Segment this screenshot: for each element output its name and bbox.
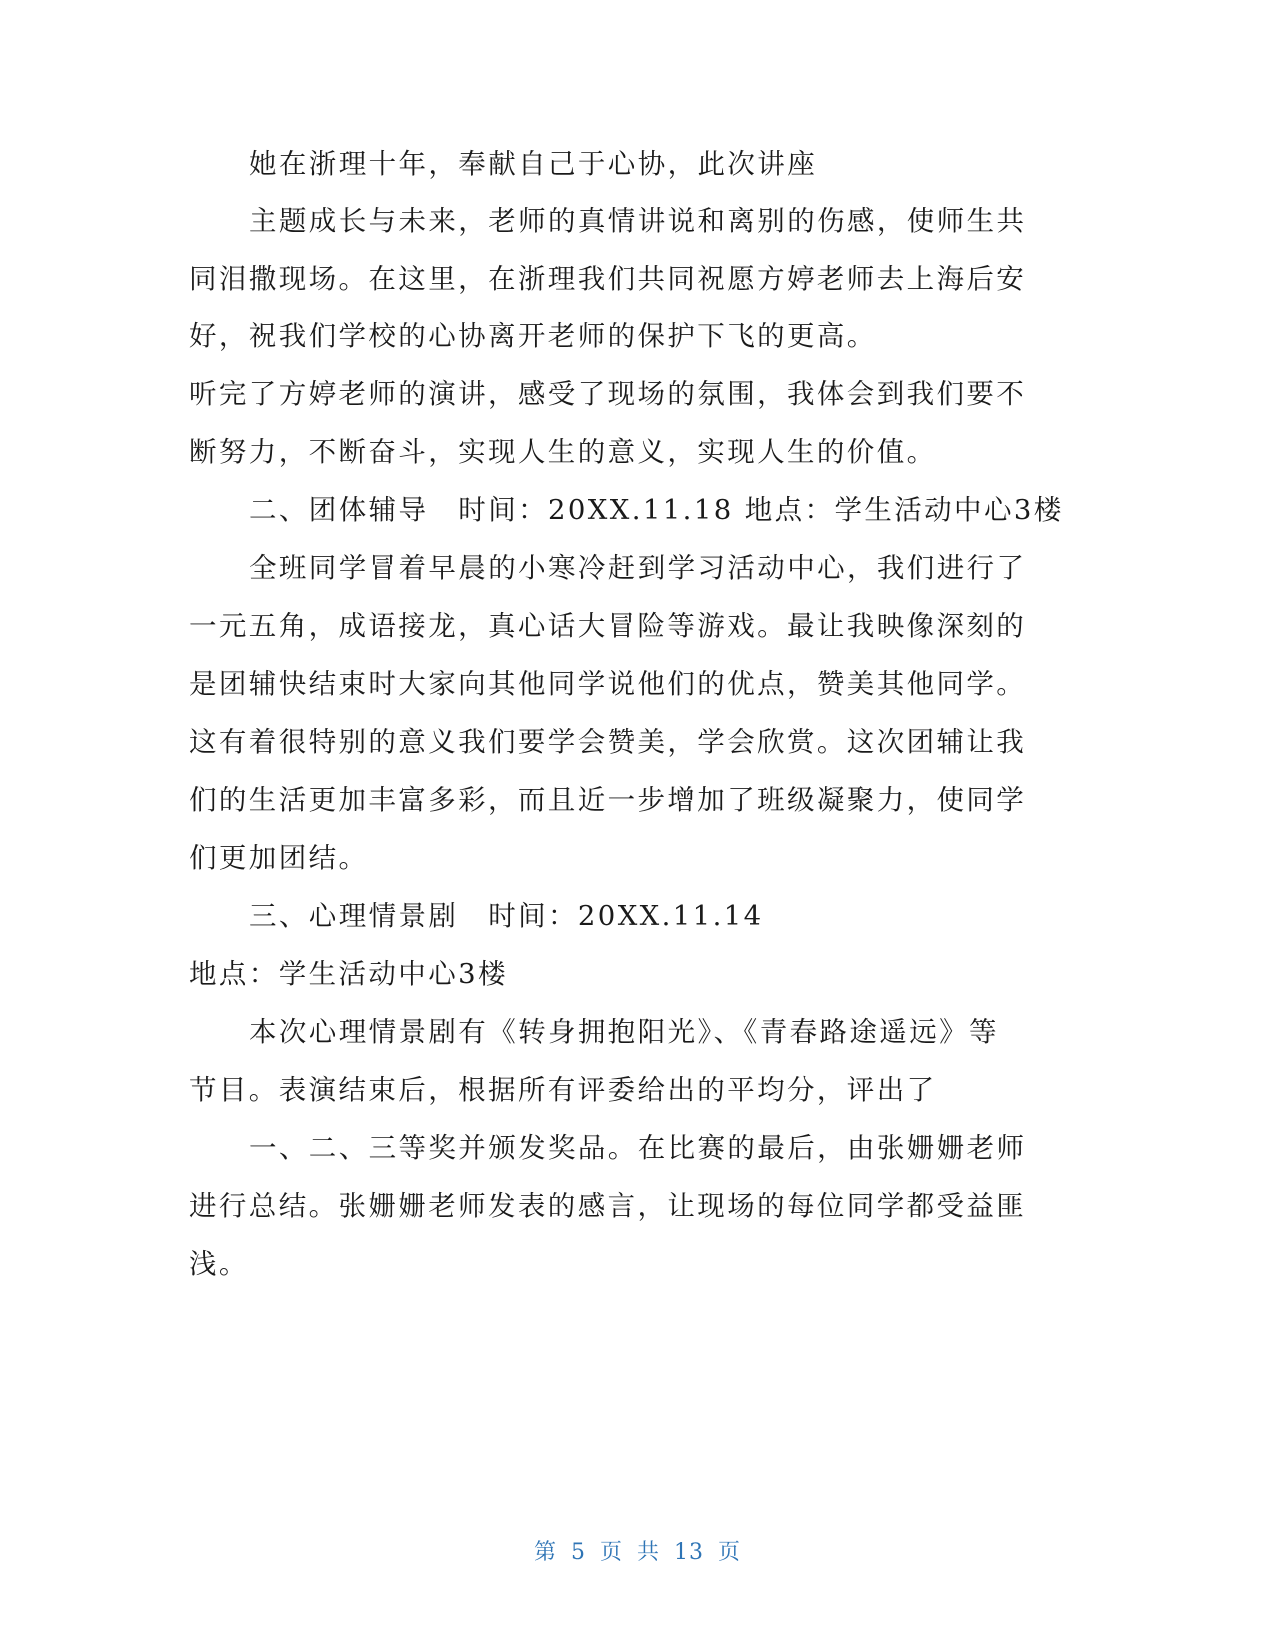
footer-page-total: 13 — [674, 1540, 705, 1565]
footer-page-current: 5 — [570, 1540, 586, 1565]
section-heading: 三、心理情景剧 时间：20XX.11.14 — [249, 900, 764, 932]
text-line: 一元五角，成语接龙，真心话大冒险等游戏。最让我映像深刻的 — [189, 610, 1027, 642]
footer-label-ye2: 页 — [718, 1540, 742, 1565]
text-line: 好，祝我们学校的心协离开老师的保护下飞的更高。 — [189, 320, 877, 352]
section-heading: 二、团体辅导 时间：20XX.11.18 地点：学生活动中心3楼 — [249, 494, 1064, 526]
text-line: 她在浙理十年，奉献自己于心协，此次讲座 — [249, 148, 818, 180]
text-line: 断努力，不断奋斗，实现人生的意义，实现人生的价值。 — [189, 436, 937, 468]
text-line: 这有着很特别的意义我们要学会赞美，学会欣赏。这次团辅让我 — [189, 726, 1027, 758]
text-line: 主题成长与未来，老师的真情讲说和离别的伤感，使师生共 — [249, 205, 1027, 237]
text-line: 们的生活更加丰富多彩，而且近一步增加了班级凝聚力，使同学 — [189, 784, 1027, 816]
footer-label-di: 第 — [533, 1540, 557, 1565]
footer-label-gong: 共 — [637, 1540, 661, 1565]
text-line: 同泪撒现场。在这里，在浙理我们共同祝愿方婷老师去上海后安 — [189, 263, 1027, 295]
page-footer — [0, 1538, 1275, 1568]
text-line: 节目。表演结束后，根据所有评委给出的平均分，评出了 — [189, 1074, 937, 1106]
text-line: 全班同学冒着早晨的小寒冷赶到学习活动中心，我们进行了 — [249, 552, 1027, 584]
text-line: 进行总结。张姗姗老师发表的感言，让现场的每位同学都受益匪 — [189, 1190, 1027, 1222]
text-line: 浅。 — [189, 1248, 249, 1280]
text-line: 是团辅快结束时大家向其他同学说他们的优点，赞美其他同学。 — [189, 668, 1027, 700]
text-line: 听完了方婷老师的演讲，感受了现场的氛围，我体会到我们要不 — [189, 378, 1027, 410]
text-line: 地点：学生活动中心3楼 — [189, 958, 508, 990]
footer-label-ye: 页 — [599, 1540, 623, 1565]
text-line: 本次心理情景剧有《转身拥抱阳光》、《青春路途遥远》等 — [249, 1016, 999, 1048]
text-line: 们更加团结。 — [189, 842, 369, 874]
text-line: 一、二、三等奖并颁发奖品。在比赛的最后，由张姗姗老师 — [249, 1132, 1027, 1164]
